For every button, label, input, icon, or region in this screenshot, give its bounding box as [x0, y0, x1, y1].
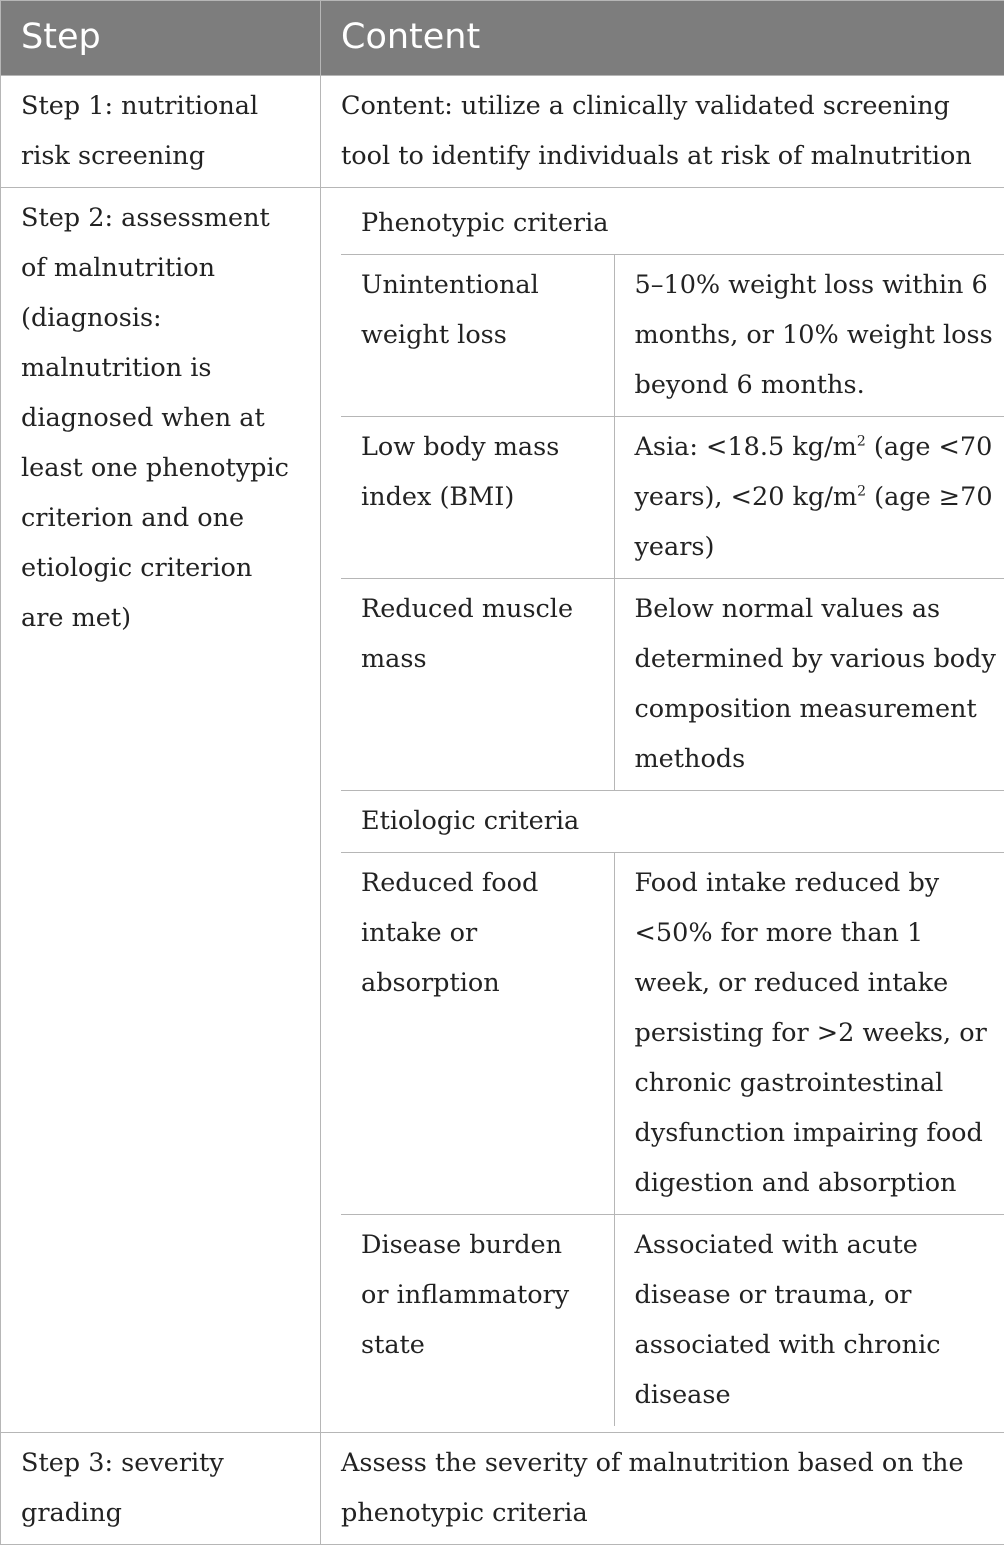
criterion-description: 5–10% weight loss within 6 months, or 10% weight loss beyond 6 months. — [614, 255, 1004, 417]
step2-criteria-cell — [321, 188, 1004, 1433]
criterion-description: Food intake reduced by <50% for more than 1 week, or reduced intake persisting for >2 weeks, or chronic gastrointestinal dysfunction impairing food digestion and absorption — [614, 853, 1004, 1215]
criteria-table — [341, 193, 1004, 1426]
header-content: Content — [321, 1, 1004, 76]
criterion-name: Low body mass index (BMI) — [341, 417, 614, 579]
table-row — [341, 853, 1004, 1215]
criterion-description: Below normal values as determined by various body composition measurement methods — [614, 579, 1004, 791]
table-row — [341, 417, 1004, 579]
criterion-description — [614, 417, 1004, 579]
table-row-step3 — [1, 1433, 1004, 1545]
bmi-superscript-a: 2 — [857, 434, 866, 450]
header-step: Step — [1, 1, 321, 76]
etiologic-heading: Etiologic criteria — [341, 791, 1004, 853]
criterion-description: Associated with acute disease or trauma, or associated with chronic disease — [614, 1215, 1004, 1427]
step2-label: Step 2: assessment of malnutrition (diagnosis: malnutrition is diagnosed when at least one phenotypic criterion and one etiologic criterion are met) — [1, 188, 321, 1433]
criterion-name: Reduced muscle mass — [341, 579, 614, 791]
etiologic-heading-row — [341, 791, 1004, 853]
bmi-superscript-b: 2 — [857, 484, 866, 500]
table-row — [341, 579, 1004, 791]
criterion-name: Disease burden or inflammatory state — [341, 1215, 614, 1427]
table-row-step2 — [1, 188, 1004, 1433]
step3-label: Step 3: severity grading — [1, 1433, 321, 1545]
phenotypic-heading-row — [341, 193, 1004, 255]
bmi-text-b: (age <70 years), <20 kg/m — [635, 432, 993, 512]
step1-content: Content: utilize a clinically validated screening tool to identify individuals at risk of malnutrition — [321, 76, 1004, 188]
bmi-text-c: (age ≥70 years) — [635, 482, 993, 562]
phenotypic-heading: Phenotypic criteria — [341, 193, 1004, 255]
bmi-text-a: Asia: <18.5 kg/m — [635, 432, 857, 462]
table-row-step1 — [1, 76, 1004, 188]
table-row — [341, 255, 1004, 417]
step3-content: Assess the severity of malnutrition based on the phenotypic criteria — [321, 1433, 1004, 1545]
step1-label: Step 1: nutritional risk screening — [1, 76, 321, 188]
table-row — [341, 1215, 1004, 1427]
table-header-row — [1, 1, 1004, 76]
criterion-name: Unintentional weight loss — [341, 255, 614, 417]
criterion-name: Reduced food intake or absorption — [341, 853, 614, 1215]
